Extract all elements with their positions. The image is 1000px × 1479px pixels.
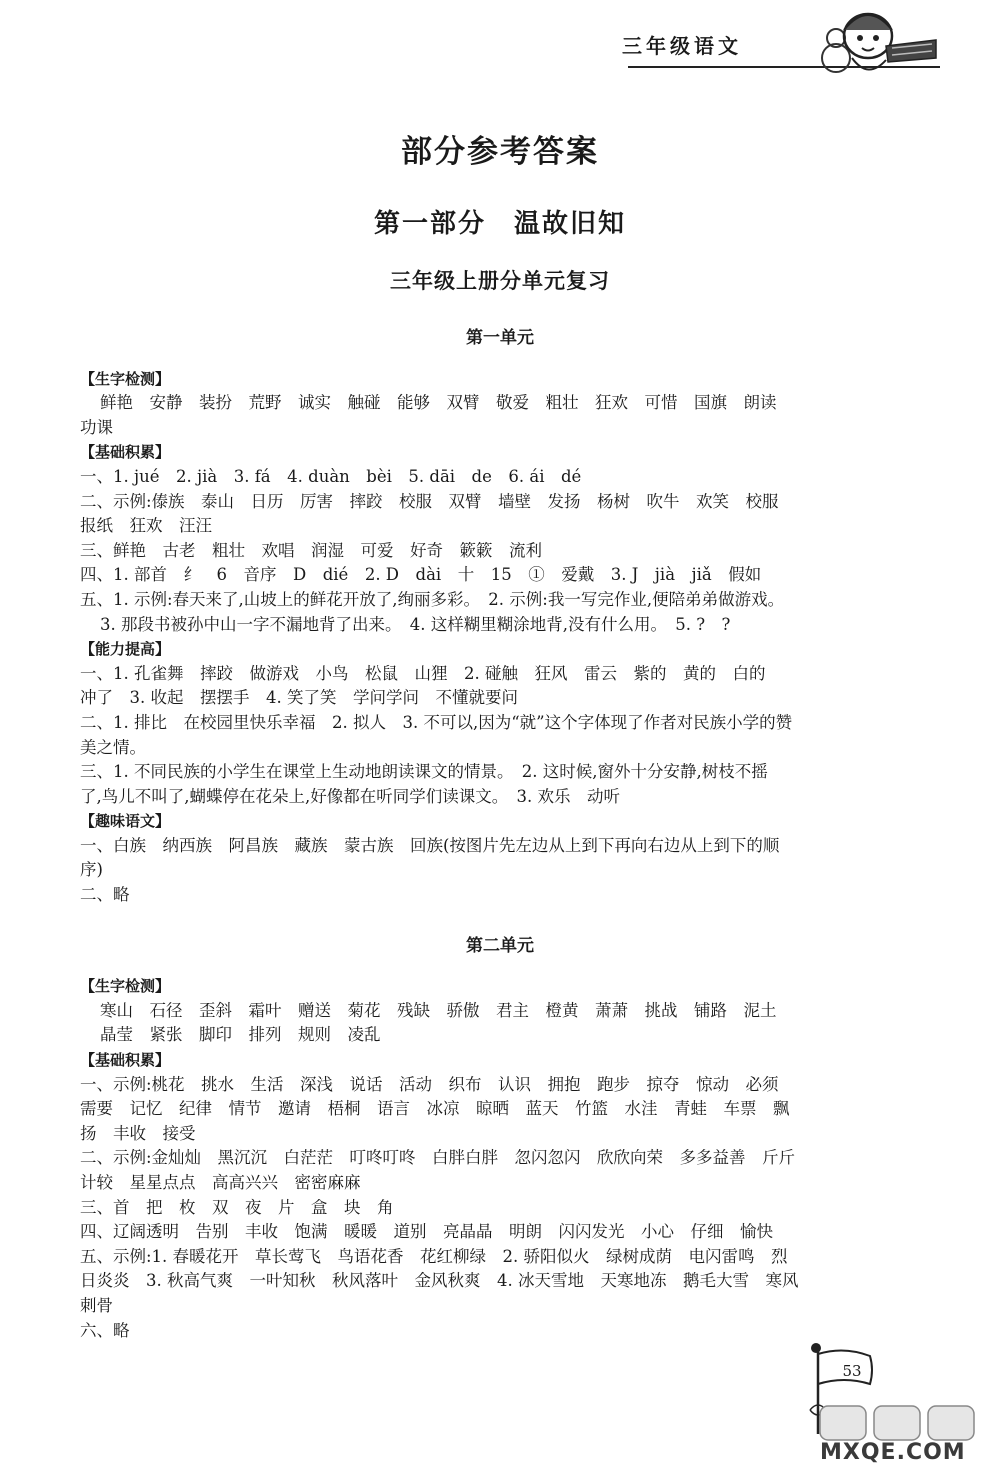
answer-line: 二、示例:金灿灿 黑沉沉 白茫茫 叮咚叮咚 白胖白胖 忽闪忽闪 欣欣向荣 多多益善 斤斤: [80, 1148, 796, 1168]
answer-line: 一、白族 纳西族 阿昌族 藏族 蒙古族 回族(按图片先左边从上到下再向右边从上到下的顺: [80, 835, 780, 855]
unit-1: [80, 326, 920, 908]
answer-line: 一、1. jué 2. jià 3. fá 4. duàn bèi 5. dāi de 6. ái dé: [80, 466, 582, 486]
part-title: 第一部分 温故旧知: [373, 209, 626, 239]
answer-line: 报纸 狂欢 汪汪: [80, 516, 212, 536]
answer-line: 刺骨: [80, 1295, 113, 1315]
answer-line: 四、辽阔透明 告别 丰收 饱满 暖暖 道别 亮晶晶 明朗 闪闪发光 小心 仔细 愉快: [80, 1222, 773, 1242]
answer-line: 五、示例:1. 春暖花开 草长莺飞 鸟语花香 花红柳绿 2. 骄阳似火 绿树成荫 电闪雷鸣 烈: [80, 1246, 788, 1266]
answer-line: 三、1. 不同民族的小学生在课堂上生动地朗读课文的情景。 2. 这时候,窗外十分安静,树枝不摇: [80, 762, 768, 782]
spacer: [80, 908, 920, 928]
watermark-text: MXQE.COM: [820, 1440, 966, 1465]
unit-title: 第二单元: [466, 935, 534, 956]
section-heading: 【能力提高】: [80, 640, 171, 659]
section-title: 三年级上册分单元复习: [390, 269, 610, 293]
section-heading: 【生字检测】: [80, 977, 171, 996]
answer-line: 五、1. 示例:春天来了,山坡上的鲜花开放了,绚丽多彩。 2. 示例:我一写完作业,便陪弟弟做游戏。: [80, 589, 785, 609]
answer-line: 功课: [80, 417, 113, 437]
page-number: 53: [842, 1362, 862, 1380]
answer-line: 晶莹 紧张 脚印 排列 规则 凌乱: [100, 1025, 381, 1045]
section-heading: 【生字检测】: [80, 369, 171, 388]
unit-title: 第一单元: [466, 328, 534, 348]
answer-line: 一、1. 孔雀舞 摔跤 做游戏 小鸟 松鼠 山狸 2. 碰触 狂风 雷云 紫的 黄的 白的: [80, 663, 766, 683]
answer-line: 扬 丰收 接受: [80, 1123, 196, 1143]
answer-line: 三、鲜艳 古老 粗壮 欢唱 润湿 可爱 好奇 簌簌 流利: [80, 540, 542, 560]
answer-line: 3. 那段书被孙中山一字不漏地背了出来。 4. 这样糊里糊涂地背,没有什么用。 5. ? ?: [100, 614, 731, 634]
section-heading: 【趣味语文】: [80, 812, 171, 831]
answer-line: 二、示例:傣族 泰山 日历 厉害 摔跤 校服 双臂 墙壁 发扬 杨树 吹牛 欢笑 校服: [80, 491, 779, 511]
mascot-illustration: [808, 0, 940, 80]
section-heading: 【基础积累】: [80, 1051, 171, 1070]
answer-line: 了,鸟儿不叫了,蝴蝶停在花朵上,好像都在听同学们读课文。 3. 欢乐 动听: [80, 786, 620, 806]
answer-content: [80, 320, 920, 1343]
answer-line: 寒山 石径 歪斜 霜叶 赠送 菊花 残缺 骄傲 君主 橙黄 萧萧 挑战 铺路 泥土: [100, 1000, 777, 1020]
section-heading: 【基础积累】: [80, 443, 171, 462]
answer-line: 美之情。: [80, 737, 146, 757]
answer-line: 一、示例:桃花 挑水 生活 深浅 说话 活动 织布 认识 拥抱 跑步 掠夺 惊动 必须: [80, 1074, 779, 1094]
answer-line: 计较 星星点点 高高兴兴 密密麻麻: [80, 1173, 361, 1192]
answer-line: 日炎炎 3. 秋高气爽 一叶知秋 秋风落叶 金风秋爽 4. 冰天雪地 天寒地冻 鹅毛大雪 寒风: [80, 1271, 799, 1291]
answer-line: 四、1. 部首 纟 6 音序 D dié 2. D dài 十 15 ① 爱戴 3. J jià jiǎ 假如: [80, 565, 762, 585]
answer-line: 六、略: [80, 1320, 130, 1340]
answer-line: 鲜艳 安静 装扮 荒野 诚实 触碰 能够 双臂 敬爱 粗壮 狂欢 可惜 国旗 朗读: [100, 393, 777, 413]
answer-line: 二、1. 排比 在校园里快乐幸福 2. 拟人 3. 不可以,因为“就”这个字体现了作者对民族小学的赞: [80, 712, 793, 732]
unit-2: [80, 934, 920, 1344]
answer-line: 需要 记忆 纪律 情节 邀请 梧桐 语言 冰凉 晾晒 蓝天 竹篮 水洼 青蛙 车票 飘: [80, 1099, 790, 1119]
page-title: 部分参考答案: [401, 134, 599, 170]
header-title: 三年级语文: [622, 34, 742, 58]
answer-line: 冲了 3. 收起 摆摆手 4. 笑了笑 学问学问 不懂就要问: [80, 688, 518, 708]
answer-line: 二、略: [80, 885, 130, 905]
answer-line: 序): [80, 860, 103, 880]
answer-line: 三、首 把 枚 双 夜 片 盒 块 角: [80, 1197, 394, 1217]
